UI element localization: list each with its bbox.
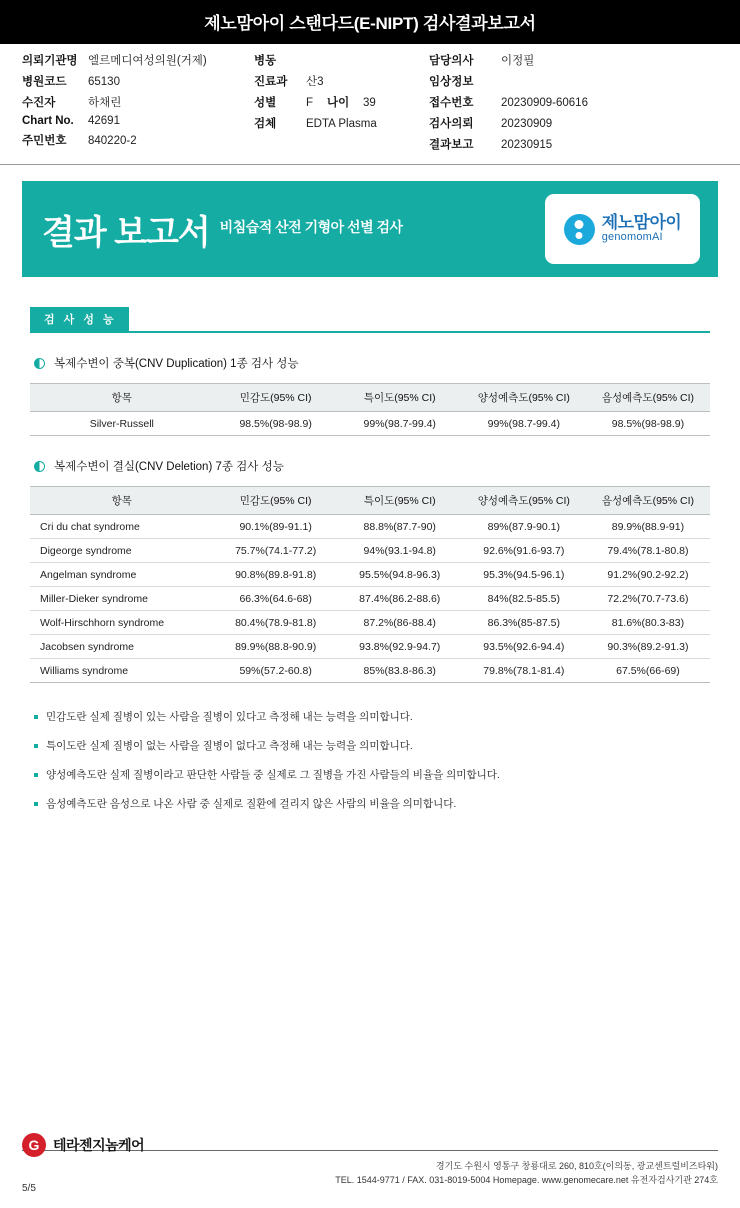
cell-npv: 98.5%(98-98.9)	[586, 412, 710, 436]
cell-npv: 89.9%(88.9-91)	[586, 515, 710, 539]
duplication-performance-table	[30, 383, 710, 436]
cell-item: Williams syndrome	[30, 659, 214, 683]
info-row-resident-no	[22, 132, 254, 148]
label-reception-no: 접수번호	[429, 97, 474, 109]
info-row-chart-no	[22, 115, 254, 127]
label-ward: 병동	[254, 55, 277, 67]
label-report-date: 결과보고	[429, 139, 474, 151]
patient-info-column-2	[254, 52, 429, 152]
value-doctor: 이정필	[501, 55, 535, 67]
cell-ppv: 99%(98.7-99.4)	[462, 412, 586, 436]
label-hospital-code: 병원코드	[22, 76, 67, 88]
info-row-reception-no	[429, 94, 679, 110]
value-report-date: 20230915	[501, 139, 553, 151]
info-row-ward	[254, 52, 429, 68]
label-institution: 의뢰기관명	[22, 55, 78, 67]
note-text: 음성예측도란 음성으로 나온 사람 중 실제로 질환에 걸리지 않은 사람의 비율을 의미합니다.	[46, 798, 457, 810]
label-department: 진료과	[254, 76, 288, 88]
genomom-logo	[545, 194, 700, 264]
label-age: 나이	[327, 97, 350, 109]
page-footer	[0, 1137, 740, 1208]
table-row	[30, 635, 710, 659]
table-row	[30, 611, 710, 635]
value-request-date: 20230909	[501, 118, 553, 130]
cell-sensitivity: 89.9%(88.8-90.9)	[214, 635, 338, 659]
value-age: 39	[363, 97, 376, 109]
cell-npv: 81.6%(80.3-83)	[586, 611, 710, 635]
note-text: 양성예측도란 실제 질병이라고 판단한 사람들 중 실제로 그 질병을 가진 사람들의 비율을 의미합니다.	[46, 769, 500, 781]
cell-ppv: 84%(82.5-85.5)	[462, 587, 586, 611]
cell-ppv: 92.6%(91.6-93.7)	[462, 539, 586, 563]
company-logo-icon: G	[22, 1133, 46, 1157]
value-specimen: EDTA Plasma	[306, 118, 377, 130]
label-sex: 성별	[254, 97, 277, 109]
cell-specificity: 88.8%(87.7-90)	[338, 515, 462, 539]
note-item	[34, 709, 706, 724]
section-header	[30, 307, 710, 333]
logo-text-kr: 제노맘아이	[601, 213, 682, 233]
square-bullet-icon	[34, 773, 38, 777]
notes-list	[34, 709, 706, 811]
half-circle-icon	[34, 461, 45, 472]
info-row-department	[254, 73, 429, 89]
page-title: 제노맘아이 스탠다드(E-NIPT) 검사결과보고서	[0, 0, 740, 44]
subsection-duplication-title	[34, 355, 710, 371]
cell-specificity: 99%(98.7-99.4)	[338, 412, 462, 436]
table-row	[30, 563, 710, 587]
info-row-doctor	[429, 52, 679, 68]
value-patient-name: 하채린	[88, 97, 122, 109]
table-row	[30, 659, 710, 683]
column-header-item: 항목	[30, 384, 214, 412]
info-row-patient-name	[22, 94, 254, 110]
value-hospital-code: 65130	[88, 76, 120, 88]
note-item	[34, 796, 706, 811]
cell-npv: 90.3%(89.2-91.3)	[586, 635, 710, 659]
patient-info-column-1	[22, 52, 254, 152]
test-performance-section	[30, 307, 710, 683]
cell-item: Angelman syndrome	[30, 563, 214, 587]
company-contact: TEL. 1544-9771 / FAX. 031-8019-5004 Homepage. www.genomecare.net 유전자검사기관 274호	[335, 1175, 718, 1186]
column-header-specificity: 특이도(95% CI)	[338, 487, 462, 515]
label-doctor: 담당의사	[429, 55, 474, 67]
cell-ppv: 86.3%(85-87.5)	[462, 611, 586, 635]
value-institution: 엘르메디여성의원(거제)	[88, 55, 207, 67]
company-address: 경기도 수원시 영통구 창룡대로 260, 810호(이의동, 광교센트럴비즈타워)	[435, 1161, 718, 1171]
cell-sensitivity: 80.4%(78.9-81.8)	[214, 611, 338, 635]
label-request-date: 검사의뢰	[429, 118, 474, 130]
info-row-hospital-code	[22, 73, 254, 89]
cell-sensitivity: 59%(57.2-60.8)	[214, 659, 338, 683]
cell-item: Jacobsen syndrome	[30, 635, 214, 659]
half-circle-icon	[34, 358, 45, 369]
patient-info-block	[0, 44, 740, 165]
note-text: 특이도란 실제 질병이 없는 사람을 질병이 없다고 측정해 내는 능력을 의미합니다.	[46, 740, 413, 752]
label-resident-no: 주민번호	[22, 135, 67, 147]
column-header-ppv: 양성예측도(95% CI)	[462, 487, 586, 515]
cell-npv: 79.4%(78.1-80.8)	[586, 539, 710, 563]
column-header-npv: 음성예측도(95% CI)	[586, 487, 710, 515]
table-row	[30, 412, 710, 436]
cell-sensitivity: 75.7%(74.1-77.2)	[214, 539, 338, 563]
banner-subtitle: 비침습적 산전 기형아 선별 검사	[219, 219, 403, 235]
logo-text-en: genomomAI	[601, 231, 663, 244]
label-chart-no: Chart No.	[22, 115, 74, 127]
value-resident-no: 840220-2	[88, 135, 137, 147]
cell-sensitivity: 66.3%(64.6-68)	[214, 587, 338, 611]
company-name: 테라젠지놈케어	[53, 1137, 145, 1153]
cell-ppv: 95.3%(94.5-96.1)	[462, 563, 586, 587]
info-row-report-date	[429, 136, 679, 152]
square-bullet-icon	[34, 802, 38, 806]
info-row-specimen	[254, 115, 429, 131]
table-row	[30, 515, 710, 539]
column-header-sensitivity: 민감도(95% CI)	[214, 384, 338, 412]
table-row	[30, 587, 710, 611]
subsection-deletion-title	[34, 458, 710, 474]
page-number: 5/5	[22, 1183, 36, 1194]
report-banner	[22, 181, 718, 277]
cell-item: Wolf-Hirschhorn syndrome	[30, 611, 214, 635]
cell-item: Digeorge syndrome	[30, 539, 214, 563]
note-item	[34, 767, 706, 782]
cell-sensitivity: 98.5%(98-98.9)	[214, 412, 338, 436]
label-patient-name: 수진자	[22, 97, 56, 109]
table-header-row	[30, 487, 710, 515]
cell-specificity: 94%(93.1-94.8)	[338, 539, 462, 563]
cell-npv: 91.2%(90.2-92.2)	[586, 563, 710, 587]
column-header-ppv: 양성예측도(95% CI)	[462, 384, 586, 412]
cell-sensitivity: 90.1%(89-91.1)	[214, 515, 338, 539]
column-header-specificity: 특이도(95% CI)	[338, 384, 462, 412]
deletion-performance-table	[30, 486, 710, 683]
patient-info-column-3	[429, 52, 679, 152]
square-bullet-icon	[34, 744, 38, 748]
value-reception-no: 20230909-60616	[501, 97, 588, 109]
label-clinical-info: 임상정보	[429, 76, 474, 88]
info-row-request-date	[429, 115, 679, 131]
value-department: 산3	[306, 76, 324, 88]
value-chart-no: 42691	[88, 115, 120, 127]
note-text: 민감도란 실제 질병이 있는 사람을 질병이 있다고 측정해 내는 능력을 의미합니다.	[46, 711, 413, 723]
cell-item: Miller-Dieker syndrome	[30, 587, 214, 611]
note-item	[34, 738, 706, 753]
label-specimen: 검체	[254, 118, 277, 130]
cell-specificity: 87.2%(86-88.4)	[338, 611, 462, 635]
column-header-item: 항목	[30, 487, 214, 515]
section-tab-label: 검 사 성 능	[30, 307, 129, 331]
table-row	[30, 539, 710, 563]
cell-npv: 67.5%(66-69)	[586, 659, 710, 683]
table-header-row	[30, 384, 710, 412]
cell-specificity: 87.4%(86.2-88.6)	[338, 587, 462, 611]
cell-ppv: 93.5%(92.6-94.4)	[462, 635, 586, 659]
subsection-duplication-label: 복제수변이 중복(CNV Duplication) 1종 검사 성능	[54, 358, 299, 370]
column-header-npv: 음성예측도(95% CI)	[586, 384, 710, 412]
info-row-sex-age	[254, 94, 429, 110]
cell-specificity: 95.5%(94.8-96.3)	[338, 563, 462, 587]
square-bullet-icon	[34, 715, 38, 719]
cell-sensitivity: 90.8%(89.8-91.8)	[214, 563, 338, 587]
info-row-institution	[22, 52, 254, 68]
column-header-sensitivity: 민감도(95% CI)	[214, 487, 338, 515]
cell-specificity: 93.8%(92.9-94.7)	[338, 635, 462, 659]
company-brand	[22, 1133, 144, 1157]
value-sex: F	[306, 97, 314, 109]
cell-ppv: 89%(87.9-90.1)	[462, 515, 586, 539]
cell-specificity: 85%(83.8-86.3)	[338, 659, 462, 683]
cell-ppv: 79.8%(78.1-81.4)	[462, 659, 586, 683]
cell-item: Cri du chat syndrome	[30, 515, 214, 539]
genomom-logo-icon	[564, 214, 595, 245]
cell-npv: 72.2%(70.7-73.6)	[586, 587, 710, 611]
cell-item: Silver-Russell	[30, 412, 214, 436]
info-row-clinical-info	[429, 73, 679, 89]
banner-title: 결과 보고서	[42, 213, 210, 252]
subsection-deletion-label: 복제수변이 결실(CNV Deletion) 7종 검사 성능	[54, 461, 284, 473]
